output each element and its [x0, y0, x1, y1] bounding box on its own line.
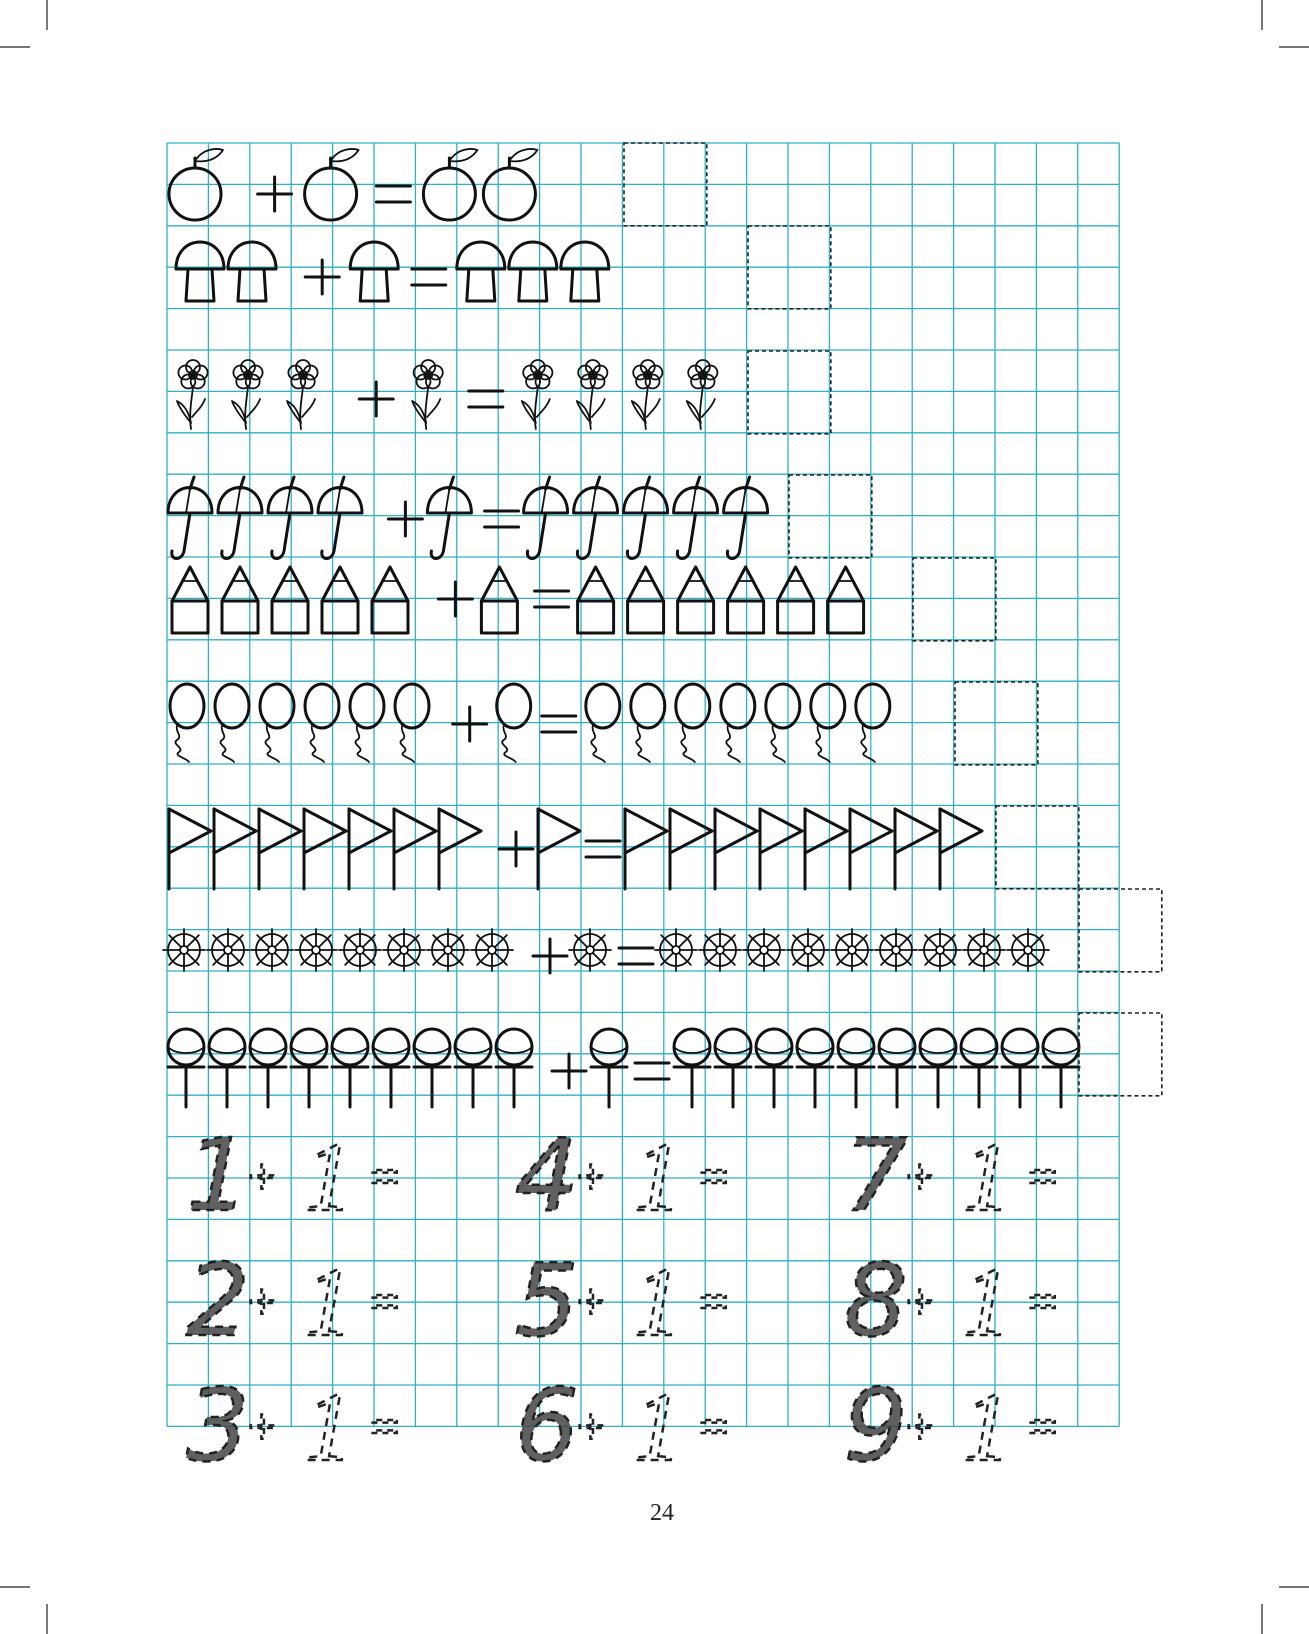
wheel-icon: [1007, 929, 1049, 971]
trace-digit-b: 1: [632, 1121, 682, 1232]
trace-digit-a: 6: [515, 1367, 579, 1484]
wheel-icon: [699, 929, 741, 971]
umbrella-icon: [168, 477, 212, 559]
tracing-problem: [515, 1117, 728, 1234]
tracing-problem: [844, 1242, 1057, 1359]
flag-icon: [349, 809, 391, 889]
picture-equations: [163, 143, 1162, 1107]
trace-equals: =: [370, 1149, 400, 1206]
equation-row-flag: [169, 806, 1079, 889]
trace-equals: =: [1028, 1274, 1058, 1331]
page-number: 24: [650, 1500, 674, 1526]
flag-icon: [259, 809, 301, 889]
answer-box[interactable]: [1079, 889, 1162, 972]
trace-equals: =: [1028, 1149, 1058, 1206]
pencil-icon: [728, 567, 764, 633]
tracing-problem: [515, 1242, 728, 1359]
flag-icon: [169, 809, 211, 889]
trace-equals: =: [699, 1274, 729, 1331]
flower-icon: [632, 360, 663, 429]
wheel-icon: [569, 929, 611, 971]
wheel-icon: [743, 929, 785, 971]
umbrella-icon: [674, 477, 718, 559]
flag-icon: [538, 809, 580, 889]
flower-icon: [412, 360, 443, 429]
trace-digit-a: 8: [844, 1242, 908, 1359]
trace-digit-a: 2: [186, 1242, 250, 1359]
trace-plus: +: [577, 1149, 607, 1206]
trace-digit-b: 1: [303, 1246, 353, 1357]
answer-box[interactable]: [748, 351, 831, 434]
trace-digit-b: 1: [632, 1246, 682, 1357]
trace-digit-a: 5: [515, 1242, 579, 1359]
trace-equals: =: [1028, 1399, 1058, 1456]
pencil-icon: [222, 567, 258, 633]
umbrella-icon: [724, 477, 768, 559]
equation-row-flower: [177, 351, 831, 434]
pencil-icon: [678, 567, 714, 633]
trace-plus: +: [577, 1399, 607, 1456]
trace-digit-a: 4: [515, 1117, 579, 1234]
trace-equals: =: [370, 1399, 400, 1456]
trace-plus: +: [906, 1399, 936, 1456]
flag-icon: [625, 809, 667, 889]
pencil-icon: [481, 567, 517, 633]
wheel-icon: [655, 929, 697, 971]
umbrella-icon: [427, 477, 471, 559]
wheel-icon: [787, 929, 829, 971]
flag-icon: [940, 809, 982, 889]
equation-row-balloon: [170, 682, 1038, 765]
trace-plus: +: [577, 1274, 607, 1331]
wheel-icon: [295, 929, 337, 971]
trace-digit-b: 1: [303, 1121, 353, 1232]
umbrella-icon: [318, 477, 362, 559]
flag-icon: [805, 809, 847, 889]
flower-icon: [177, 360, 208, 429]
tracing-problem: [844, 1117, 1057, 1234]
answer-box[interactable]: [789, 475, 872, 558]
mushroom-icon: [561, 242, 609, 301]
flag-icon: [760, 809, 802, 889]
wheel-icon: [919, 929, 961, 971]
tracing-problem: [186, 1117, 399, 1234]
flag-icon: [304, 809, 346, 889]
pencil-icon: [778, 567, 814, 633]
trace-plus: +: [248, 1149, 278, 1206]
trace-plus: +: [248, 1399, 278, 1456]
flower-icon: [687, 360, 718, 429]
trace-digit-b: 1: [303, 1371, 353, 1482]
trace-digit-b: 1: [961, 1121, 1011, 1232]
trace-plus: +: [906, 1149, 936, 1206]
trace-digit-a: 1: [186, 1117, 250, 1234]
wheel-icon: [163, 929, 205, 971]
flower-icon: [522, 360, 553, 429]
umbrella-icon: [524, 477, 568, 559]
trace-plus: +: [248, 1274, 278, 1331]
flag-icon: [439, 809, 481, 889]
trace-equals: =: [370, 1274, 400, 1331]
trace-equals: =: [699, 1149, 729, 1206]
mushroom-icon: [176, 242, 224, 301]
wheel-icon: [875, 929, 917, 971]
pencil-icon: [322, 567, 358, 633]
pencil-icon: [828, 567, 864, 633]
umbrella-icon: [268, 477, 312, 559]
answer-box[interactable]: [913, 558, 996, 641]
wheel-icon: [471, 929, 513, 971]
wheel-icon: [339, 929, 381, 971]
equation-row-lollipop: [168, 1013, 1162, 1107]
pencil-icon: [628, 567, 664, 633]
umbrella-icon: [624, 477, 668, 559]
grid-paper: [167, 143, 1119, 1426]
wheel-icon: [383, 929, 425, 971]
flag-icon: [895, 809, 937, 889]
mushroom-icon: [228, 242, 276, 301]
trace-plus: +: [906, 1274, 936, 1331]
umbrella-icon: [218, 477, 262, 559]
flower-icon: [232, 360, 263, 429]
trace-equals: =: [699, 1399, 729, 1456]
equation-row-pencil: [172, 558, 996, 641]
tracing-problem: [186, 1242, 399, 1359]
wheel-icon: [251, 929, 293, 971]
wheel-icon: [831, 929, 873, 971]
trace-digit-b: 1: [632, 1371, 682, 1482]
trace-digit-a: 7: [844, 1117, 908, 1234]
tracing-exercises: [186, 1117, 1057, 1484]
trace-digit-b: 1: [961, 1371, 1011, 1482]
wheel-icon: [963, 929, 1005, 971]
pencil-icon: [172, 567, 208, 633]
wheel-icon: [207, 929, 249, 971]
trace-digit-a: 9: [844, 1367, 908, 1484]
wheel-icon: [427, 929, 469, 971]
trace-digit-b: 1: [961, 1246, 1011, 1357]
equation-row-wheel: [163, 889, 1162, 973]
trace-digit-a: 3: [186, 1367, 250, 1484]
pencil-icon: [272, 567, 308, 633]
umbrella-icon: [574, 477, 618, 559]
pencil-icon: [372, 567, 408, 633]
answer-box[interactable]: [955, 682, 1038, 765]
mushroom-icon: [509, 242, 557, 301]
equation-row-umbrella: [168, 475, 872, 559]
pencil-icon: [578, 567, 614, 633]
flag-icon: [715, 809, 757, 889]
